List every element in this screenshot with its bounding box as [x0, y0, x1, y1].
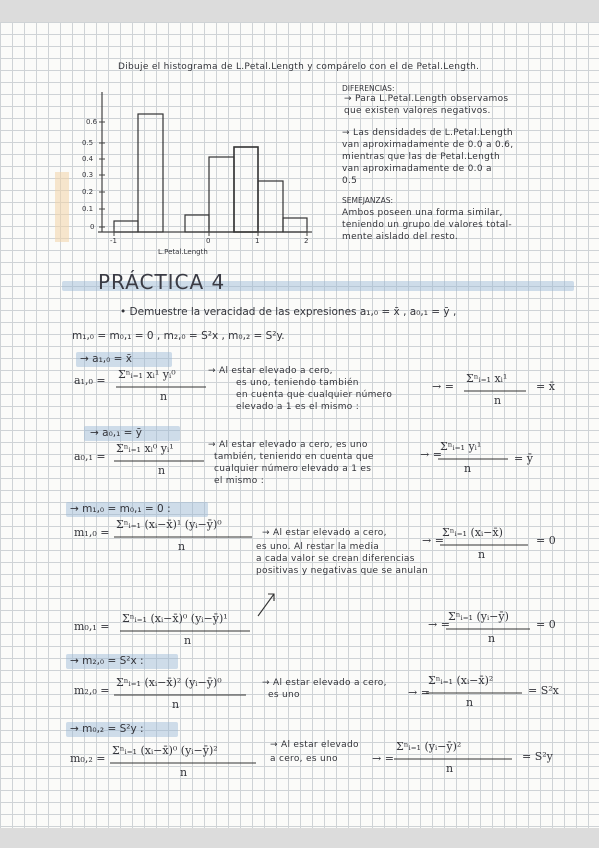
result-value: = S²x [528, 684, 559, 697]
y-tick-label: 0.3 [82, 171, 94, 179]
result-denominator: n [478, 548, 486, 561]
result-value: = ȳ [514, 452, 533, 465]
explanation-text: también, teniendo en cuenta que [214, 452, 374, 462]
x-tick-label: 0 [206, 237, 211, 245]
equation-lhs: m₀,₁ = [74, 620, 110, 633]
y-tick-label: 0.2 [82, 188, 94, 196]
section-header: → a₁,₀ = x̄ [80, 353, 133, 365]
histogram-instruction: Dibuje el histograma de L.Petal.Length y compárelo con el de Petal.Length. [118, 62, 480, 72]
section-header: → m₁,₀ = m₀,₁ = 0 : [70, 503, 171, 515]
equation-lhs: m₁,₀ = [74, 526, 110, 539]
y-tick-label: 0 [90, 223, 95, 231]
result-numerator: Σⁿᵢ₌₁ (xᵢ−x̄) [442, 526, 503, 539]
fraction-bars [0, 22, 599, 828]
differences-text: mientras que las de Petal.Length [342, 152, 500, 162]
similarities-text: teniendo un grupo de valores total- [342, 220, 512, 230]
explanation-text: → Al estar elevado [270, 740, 359, 750]
explanation-text: cualquier número elevado a 1 es [214, 464, 372, 474]
section-header: → a₀,₁ = ȳ [90, 427, 143, 439]
equation-lhs: m₂,₀ = [74, 684, 110, 697]
x-axis-label: L.Petal.Length [158, 248, 208, 256]
explanation-text: es uno [268, 690, 300, 700]
differences-text: que existen valores negativos. [344, 106, 491, 116]
result-denominator: n [466, 696, 474, 709]
y-tick-label: 0.4 [82, 155, 94, 163]
section-header: → m₀,₂ = S²y : [70, 723, 144, 735]
x-tick-label: 1 [255, 237, 260, 245]
practica-expressions: m₁,₀ = m₀,₁ = 0 , m₂,₀ = S²x , m₀,₂ = S²y. [72, 330, 285, 342]
equation-denominator: n [184, 634, 192, 647]
arrow-equals: → = [428, 618, 450, 631]
differences-text: van aproximadamente de 0.0 a 0.6, [342, 140, 514, 150]
explanation-text: → Al estar elevado a cero, [208, 366, 333, 376]
explanation-text: a cada valor se crean diferencias [256, 554, 415, 564]
equation-numerator: Σⁿᵢ₌₁ (xᵢ−x̄)² (yᵢ−ȳ)⁰ [116, 676, 222, 689]
equation-denominator: n [178, 540, 186, 553]
result-denominator: n [494, 394, 502, 407]
differences-text: 0.5 [342, 176, 358, 186]
explanation-text: es uno. Al restar la media [256, 542, 380, 552]
equation-lhs: a₁,₀ = [74, 374, 106, 387]
arrow-equals: → = [432, 380, 454, 393]
arrow-equals: → = [422, 534, 444, 547]
explanation-text: → Al estar elevado a cero, [262, 528, 387, 538]
section-header: → m₂,₀ = S²x : [70, 655, 144, 667]
similarities-heading: SEMEJANZAS: [342, 196, 394, 205]
explanation-text: positivas y negativas que se anulan [256, 566, 428, 576]
equation-denominator: n [158, 464, 166, 477]
explanation-text: a cero, es uno [270, 754, 338, 764]
explanation-text: el mismo : [214, 476, 265, 486]
differences-text: → Las densidades de L.Petal.Length [342, 128, 513, 138]
x-tick-label: -1 [110, 237, 117, 245]
explanation-text: → Al estar elevado a cero, [262, 678, 387, 688]
result-value: = 0 [536, 618, 556, 631]
result-numerator: Σⁿᵢ₌₁ (yᵢ−ȳ) [448, 610, 509, 623]
equation-lhs: a₀,₁ = [74, 450, 106, 463]
explanation-text: en cuenta que cualquier número [236, 390, 393, 400]
equation-denominator: n [160, 390, 168, 403]
equation-numerator: Σⁿᵢ₌₁ (xᵢ−x̄)⁰ (yᵢ−ȳ)¹ [122, 612, 228, 625]
result-denominator: n [488, 632, 496, 645]
differences-heading: DIFERENCIAS: [342, 84, 395, 93]
equation-numerator: Σⁿᵢ₌₁ (xᵢ−x̄)⁰ (yᵢ−ȳ)² [112, 744, 218, 757]
y-tick-label: 0.5 [82, 139, 94, 147]
equation-numerator: Σⁿᵢ₌₁ xᵢ⁰ yᵢ¹ [116, 442, 174, 455]
result-value: = S²y [522, 750, 553, 763]
result-numerator: Σⁿᵢ₌₁ (xᵢ−x̄)² [428, 674, 494, 687]
result-value: = 0 [536, 534, 556, 547]
equation-numerator: Σⁿᵢ₌₁ xᵢ¹ yᵢ⁰ [118, 368, 176, 381]
explanation-text: → Al estar elevado a cero, es uno [208, 440, 368, 450]
equation-lhs: m₀,₂ = [70, 752, 106, 765]
explanation-text: es uno, teniendo también [236, 378, 359, 388]
result-value: = x̄ [536, 380, 555, 393]
similarities-text: mente aislado del resto. [342, 232, 459, 242]
result-numerator: Σⁿᵢ₌₁ (yᵢ−ȳ)² [396, 740, 462, 753]
practica-title: PRÁCTICA 4 [98, 270, 226, 294]
arrow-equals: → = [372, 752, 394, 765]
arrow-equals: → = [420, 448, 442, 461]
result-denominator: n [446, 762, 454, 775]
similarities-text: Ambos poseen una forma similar, [342, 208, 503, 218]
differences-text: → Para L.Petal.Length observamos [344, 94, 509, 104]
result-numerator: Σⁿᵢ₌₁ yᵢ¹ [440, 440, 482, 453]
practica-instruction: • Demuestre la veracidad de las expresiones a₁,₀ = x̄ , a₀,₁ = ȳ , [120, 306, 457, 318]
equation-numerator: Σⁿᵢ₌₁ (xᵢ−x̄)¹ (yᵢ−ȳ)⁰ [116, 518, 222, 531]
x-tick-label: 2 [304, 237, 309, 245]
equation-denominator: n [180, 766, 188, 779]
notebook-page [0, 22, 599, 828]
result-denominator: n [464, 462, 472, 475]
y-tick-label: 0.1 [82, 205, 94, 213]
explanation-text: elevado a 1 es el mismo : [236, 402, 360, 412]
arrow-equals: → = [408, 686, 430, 699]
y-tick-label: 0.6 [86, 118, 98, 126]
equation-denominator: n [172, 698, 180, 711]
differences-text: van aproximadamente de 0.0 a [342, 164, 492, 174]
result-numerator: Σⁿᵢ₌₁ xᵢ¹ [466, 372, 508, 385]
